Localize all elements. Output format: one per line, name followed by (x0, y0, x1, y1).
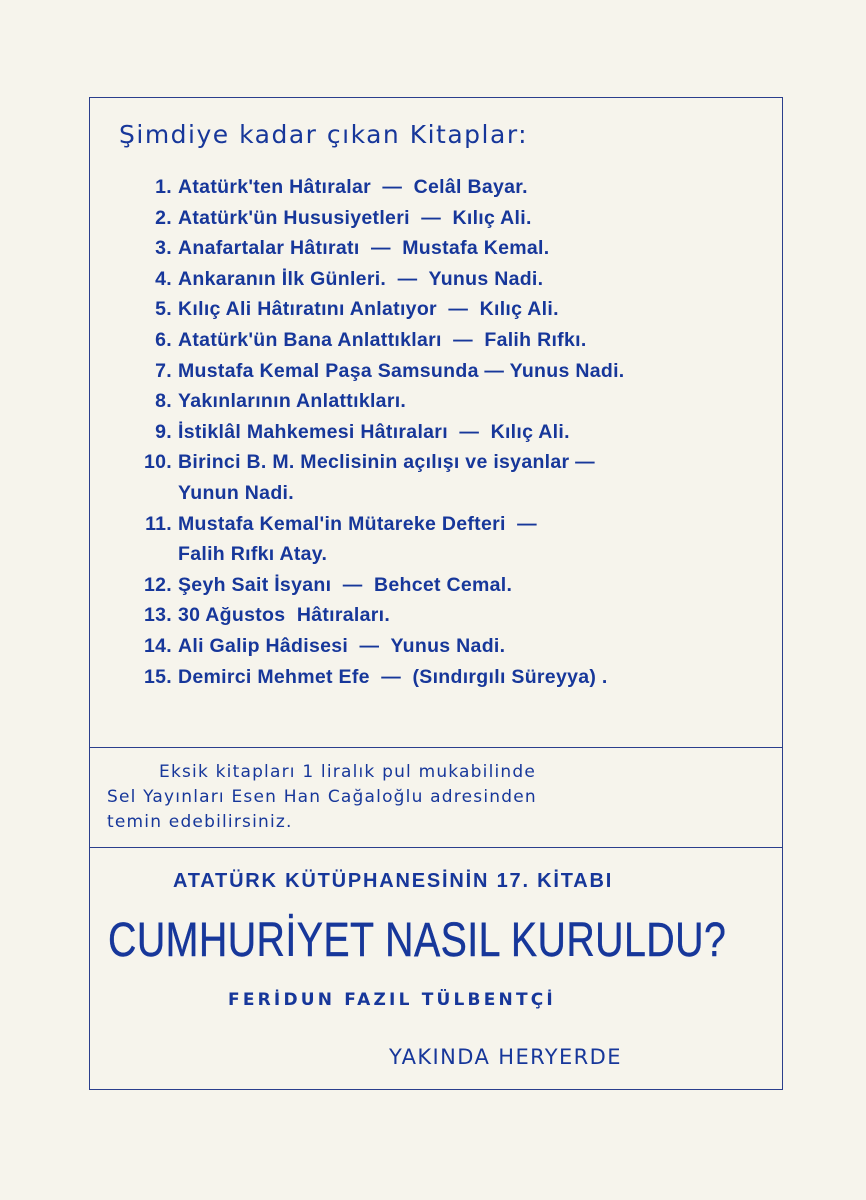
list-item (110, 233, 780, 264)
book-list (110, 172, 780, 692)
list-item-number: 12. (143, 573, 172, 596)
list-item (110, 631, 780, 662)
list-item (110, 356, 780, 387)
list-item-text: Yunun Nadi. (178, 481, 294, 504)
list-item-text: 30 Ağustos Hâtıraları. (178, 604, 391, 627)
notice-line-1: Eksik kitapları 1 liralık pul mukabilinde (159, 762, 537, 782)
next-book-author: FERİDUN FAZIL TÜLBENTÇİ (228, 990, 556, 1010)
list-heading: Şimdiye kadar çıkan Kitaplar: (119, 120, 529, 149)
list-item (110, 203, 780, 234)
list-item (110, 447, 780, 478)
list-item (110, 172, 780, 203)
list-item-text: İstiklâl Mahkemesi Hâtıraları — Kılıç Ali. (178, 420, 570, 443)
list-item-text: Demirci Mehmet Efe — (Sındırgılı Süreyya) . (178, 665, 608, 688)
list-item-text: Şeyh Sait İsyanı — Behcet Cemal. (178, 573, 513, 596)
list-item-text: Birinci B. M. Meclisinin açılışı ve isyanlar — (178, 451, 595, 474)
list-item-text: Atatürk'ün Hususiyetleri — Kılıç Ali. (178, 206, 532, 229)
list-item (110, 386, 780, 417)
list-item-number: 11. (145, 512, 172, 535)
list-item (110, 662, 780, 693)
list-item-number: 13. (143, 604, 172, 627)
list-item-number: 6. (155, 328, 172, 351)
list-item-number: 3. (155, 237, 172, 260)
list-item-text: Anafartalar Hâtıratı — Mustafa Kemal. (178, 237, 550, 260)
list-item (110, 264, 780, 295)
list-item-text: Mustafa Kemal Paşa Samsunda — Yunus Nadi. (178, 359, 625, 382)
list-item-number: 14. (143, 634, 172, 657)
list-item-number: 9. (155, 420, 172, 443)
list-item (110, 325, 780, 356)
list-item (110, 539, 780, 570)
list-item-number: 10. (143, 451, 172, 474)
next-book-title: CUMHURİYET NASIL KURULDU? (108, 914, 727, 967)
list-item (110, 478, 780, 509)
list-item-text: Kılıç Ali Hâtıratını Anlatıyor — Kılıç Ali. (178, 298, 559, 321)
coming-soon-text: YAKINDA HERYERDE (389, 1045, 622, 1069)
list-item-number: 7. (155, 359, 172, 382)
list-item-text: Ali Galip Hâdisesi — Yunus Nadi. (178, 634, 506, 657)
series-line: ATATÜRK KÜTÜPHANESİNİN 17. KİTABI (173, 870, 614, 892)
list-item (110, 417, 780, 448)
divider-after-list (89, 747, 783, 748)
list-item-text: Ankaranın İlk Günleri. — Yunus Nadi. (178, 267, 544, 290)
notice-line-3: temin edebilirsiniz. (107, 812, 293, 832)
list-item (110, 509, 780, 540)
list-item-number: 15. (143, 665, 172, 688)
list-item (110, 294, 780, 325)
list-item-number: 4. (155, 267, 172, 290)
list-item-number: 2. (155, 206, 172, 229)
list-item-number: 5. (155, 298, 172, 321)
list-item-number: 1. (155, 176, 172, 198)
order-notice (103, 760, 775, 835)
list-item-text: Yakınlarının Anlattıkları. (178, 390, 407, 413)
list-item-text: Falih Rıfkı Atay. (178, 543, 328, 566)
divider-after-notice (89, 847, 783, 848)
list-item (110, 600, 780, 631)
notice-line-2: Sel Yayınları Esen Han Cağaloğlu adresinden (107, 787, 537, 807)
list-item-text: Atatürk'ün Bana Anlattıkları — Falih Rıfkı. (178, 328, 587, 351)
list-item-number: 8. (155, 390, 172, 413)
list-item (110, 570, 780, 601)
list-item-text: Atatürk'ten Hâtıralar — Celâl Bayar. (178, 176, 528, 198)
list-item-text: Mustafa Kemal'in Mütareke Defteri — (178, 512, 537, 535)
